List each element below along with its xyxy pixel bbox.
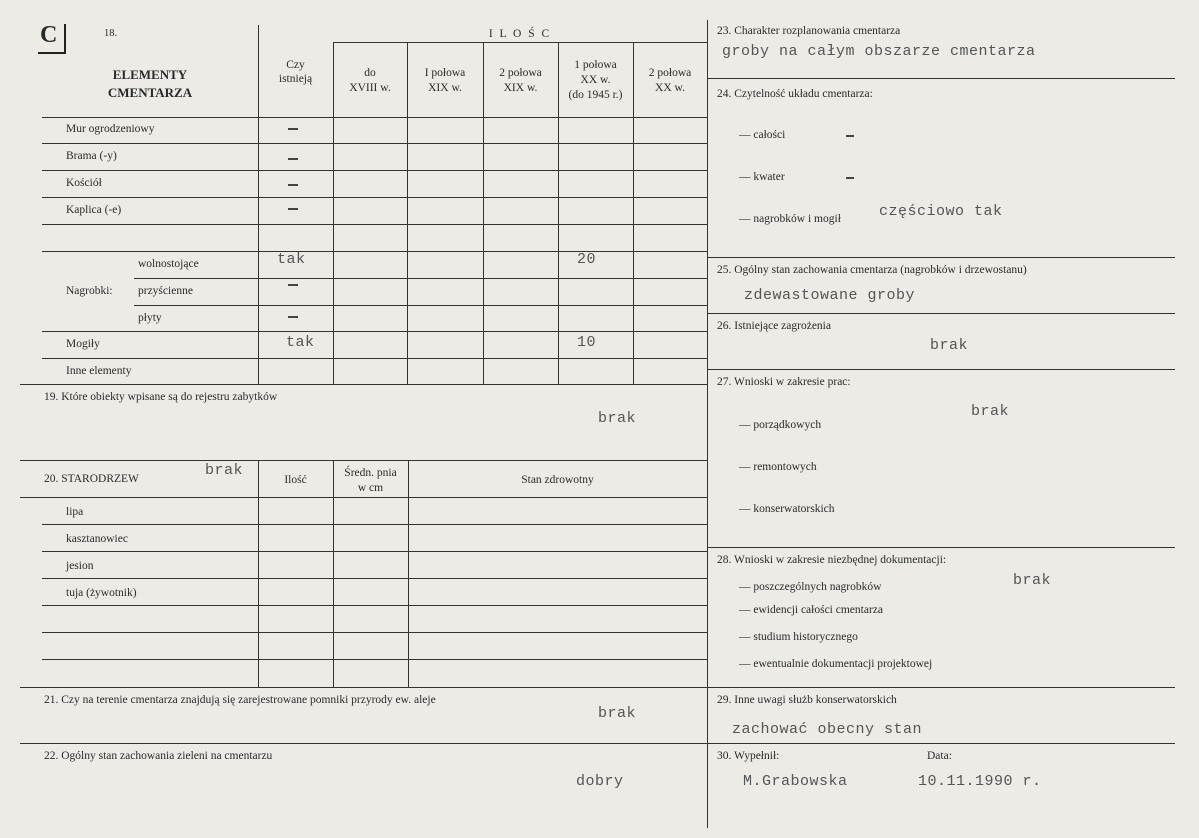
section-24-value: częściowo tak <box>879 203 1003 220</box>
section-28-item-1: — poszczególnych nagrobków <box>739 581 882 593</box>
section-21-label: 21. Czy na terenie cmentarza znajdują się zarejestrowane pomniki przyrody ew. aleje <box>44 694 436 706</box>
center-divider <box>707 20 708 828</box>
row-inne: Inne elementy <box>66 365 132 377</box>
period-5: 2 połowa XX w. <box>648 67 692 94</box>
section-28-label: 28. Wnioski w zakresie niezbędnej dokumentacji: <box>717 554 947 566</box>
grid-line <box>20 687 707 688</box>
tree-lipa: lipa <box>66 506 84 518</box>
dash-mark <box>846 135 854 137</box>
section-27-item-1: — porządkowych <box>739 419 822 431</box>
grid-line <box>20 460 707 461</box>
grid-line <box>20 497 707 498</box>
grid-line <box>707 313 1175 314</box>
section-30-date-label: Data: <box>927 750 952 762</box>
section-20-label: 20. STARODRZEW <box>44 473 139 485</box>
section-23-value: groby na całym obszarze cmentarza <box>722 43 1036 60</box>
grid-line <box>134 278 707 279</box>
grid-line <box>42 331 707 332</box>
section-30-name: M.Grabowska <box>743 773 848 790</box>
grid-line <box>42 358 707 359</box>
grid-line <box>707 257 1175 258</box>
section-28-value: brak <box>1013 572 1052 589</box>
col-exists-line1: Czy <box>286 59 305 71</box>
dash-mark <box>846 177 854 179</box>
wolnostojace-count: 20 <box>577 251 597 268</box>
grid-line <box>258 460 259 687</box>
period-4: 1 połowa XX w. (do 1945 r.) <box>568 59 623 101</box>
section-27-label: 27. Wnioski w zakresie prac: <box>717 376 851 388</box>
section-26-value: brak <box>930 337 969 354</box>
grid-line <box>42 578 707 579</box>
grid-line <box>707 547 1175 548</box>
elements-title-line1: ELEMENTY <box>112 67 188 82</box>
row-kaplica: Kaplica (-e) <box>66 204 122 216</box>
dash-mark <box>288 316 298 318</box>
section-18-number: 18. <box>104 28 118 39</box>
grid-line <box>42 143 707 144</box>
grid-line <box>42 251 707 252</box>
col-stan: Stan zdrowotny <box>521 474 594 486</box>
row-kosciol: Kościół <box>66 177 102 189</box>
grid-line <box>408 460 409 687</box>
grid-line <box>134 305 707 306</box>
grid-line <box>42 605 707 606</box>
section-27-item-3: — konserwatorskich <box>739 503 835 515</box>
grid-line <box>42 117 707 118</box>
mogily-exists: tak <box>286 334 315 351</box>
section-24-item-1: — całości <box>739 129 786 141</box>
card-letter: C <box>40 22 58 48</box>
mogily-count: 10 <box>577 334 597 351</box>
section-21-value: brak <box>598 705 637 722</box>
section-23-label: 23. Charakter rozplanowania cmentarza <box>717 25 901 37</box>
section-24-item-3: — nagrobków i mogił <box>739 213 841 225</box>
period-3: 2 połowa XIX w. <box>499 67 542 94</box>
row-wolnostojace: wolnostojące <box>138 258 199 270</box>
card-letter-bar <box>64 24 66 54</box>
section-28-item-3: — studium historycznego <box>739 631 858 643</box>
col-srednica: Średn. pnia w cm <box>344 467 397 494</box>
section-25-label: 25. Ogólny stan zachowania cmentarza (nagrobków i drzewostanu) <box>717 264 1027 276</box>
section-24-label: 24. Czytelność układu cmentarza: <box>717 88 873 100</box>
period-1: do XVIII w. <box>349 67 391 94</box>
dash-mark <box>288 208 298 210</box>
grid-line <box>707 78 1175 79</box>
grid-line <box>333 42 707 43</box>
section-30-label: 30. Wypełnił: <box>717 750 780 762</box>
tree-kasztanowiec: kasztanowiec <box>66 533 128 545</box>
section-22-value: dobry <box>576 773 624 790</box>
tree-tuja: tuja (żywotnik) <box>66 587 137 599</box>
col-ilosc: Ilość <box>284 474 307 486</box>
grid-line <box>42 224 707 225</box>
section-27-item-2: — remontowych <box>739 461 817 473</box>
section-26-label: 26. Istniejące zagrożenia <box>717 320 831 332</box>
grid-line <box>42 659 707 660</box>
row-brama: Brama (-y) <box>66 150 117 162</box>
wolnostojace-exists: tak <box>277 251 306 268</box>
section-29-value: zachować obecny stan <box>732 721 923 738</box>
section-24-item-2: — kwater <box>739 171 785 183</box>
elements-title-line2: CMENTARZA <box>107 85 193 100</box>
grid-line <box>42 551 707 552</box>
row-mur: Mur ogrodzeniowy <box>66 123 155 135</box>
section-27-value: brak <box>971 403 1010 420</box>
section-29-label: 29. Inne uwagi służb konserwatorskich <box>717 694 897 706</box>
tree-jesion: jesion <box>66 560 94 572</box>
dash-mark <box>288 284 298 286</box>
section-19-label: 19. Które obiekty wpisane są do rejestru zabytków <box>44 391 278 403</box>
section-20-value: brak <box>205 462 244 479</box>
ilosc-header: I L O Ś C <box>488 28 552 40</box>
row-plyty: płyty <box>138 312 162 324</box>
dash-mark <box>288 158 298 160</box>
row-mogily: Mogiły <box>66 338 100 350</box>
grid-line <box>707 687 1175 688</box>
row-przyscienne: przyścienne <box>138 285 193 297</box>
dash-mark <box>288 184 298 186</box>
section-28-item-2: — ewidencji całości cmentarza <box>739 604 883 616</box>
grid-line <box>42 524 707 525</box>
grid-line <box>20 743 707 744</box>
col-exists-line2: istnieją <box>278 73 313 85</box>
grid-line <box>20 384 707 385</box>
section-25-value: zdewastowane groby <box>744 287 916 304</box>
section-28-item-4: — ewentualnie dokumentacji projektowej <box>739 658 933 670</box>
grid-line <box>707 743 1175 744</box>
section-19-value: brak <box>598 410 637 427</box>
section-22-label: 22. Ogólny stan zachowania zieleni na cmentarzu <box>44 750 273 762</box>
dash-mark <box>288 128 298 130</box>
section-30-date: 10.11.1990 r. <box>918 773 1042 790</box>
grid-line <box>42 197 707 198</box>
row-nagrobki: Nagrobki: <box>66 285 113 297</box>
grid-line <box>42 632 707 633</box>
period-2: I połowa XIX w. <box>424 67 466 94</box>
grid-line <box>707 369 1175 370</box>
grid-line <box>42 170 707 171</box>
card-letter-underline <box>38 52 66 54</box>
